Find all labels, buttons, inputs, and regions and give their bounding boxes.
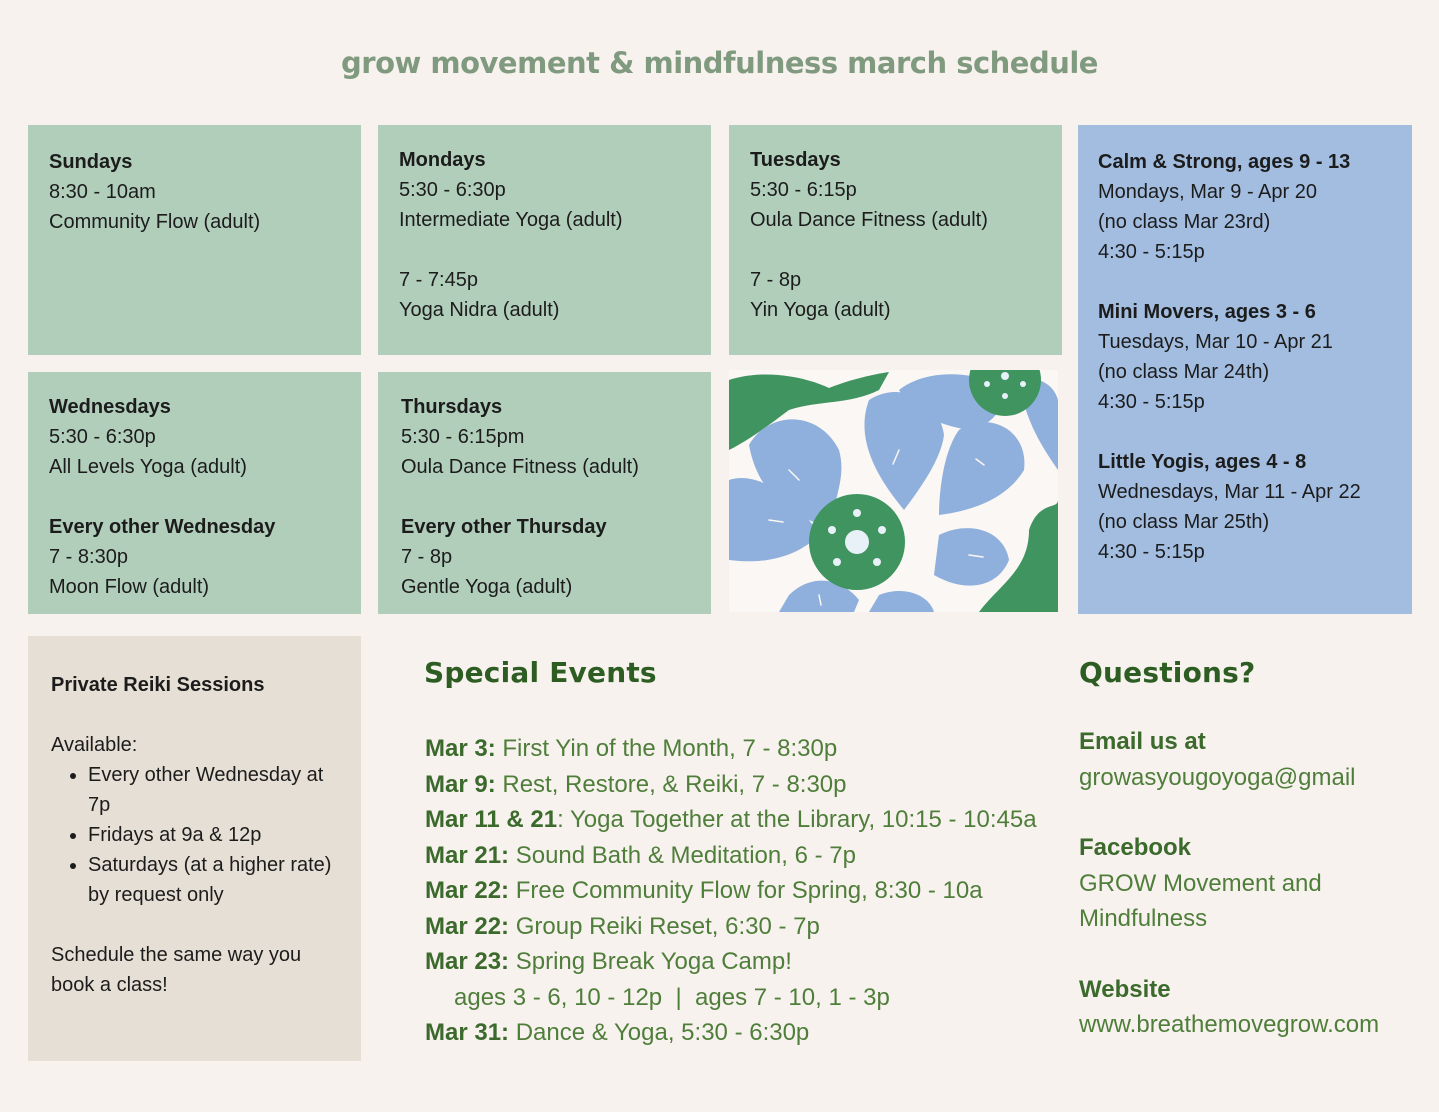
kids-class-name: Mini Movers, ages 3 - 6	[1098, 301, 1316, 323]
kids-class-note: (no class Mar 23rd)	[1098, 211, 1271, 233]
kids-class-time: 4:30 - 5:15p	[1098, 541, 1205, 563]
kids-classes-card	[1078, 125, 1412, 614]
kids-class-dates: Mondays, Mar 9 - Apr 20	[1098, 181, 1317, 203]
wednesdays-class-2: Moon Flow (adult)	[49, 576, 210, 598]
event-item	[425, 838, 1065, 874]
thursdays-class-2: Gentle Yoga (adult)	[401, 576, 573, 598]
event-text: Sound Bath & Meditation, 6 - 7p	[509, 841, 856, 869]
mondays-time-1: 5:30 - 6:30p	[399, 179, 506, 201]
event-text: Free Community Flow for Spring, 8:30 - 10a	[509, 877, 983, 904]
tuesdays-time-1: 5:30 - 6:15p	[750, 179, 857, 201]
facebook-name-line-2[interactable]: Mindfulness	[1079, 905, 1208, 932]
event-item	[425, 909, 1065, 945]
event-date: Mar 22:	[425, 877, 510, 904]
event-item	[425, 1015, 1065, 1051]
event-date: Mar 23:	[425, 948, 510, 975]
thursdays-card	[378, 372, 711, 614]
tuesdays-class-1: Oula Dance Fitness (adult)	[750, 209, 988, 231]
event-item	[425, 802, 1065, 838]
mondays-class-1: Intermediate Yoga (adult)	[399, 209, 623, 231]
kids-class-dates: Wednesdays, Mar 11 - Apr 22	[1098, 481, 1361, 503]
event-date: Mar 22:	[425, 912, 510, 940]
event-text: Spring Break Yoga Camp!	[509, 948, 792, 975]
mondays-time-2: 7 - 7:45p	[399, 269, 478, 291]
thursdays-day: Thursdays	[401, 396, 503, 418]
thursdays-time-2: 7 - 8p	[401, 546, 453, 568]
event-item	[425, 944, 1065, 980]
event-date: Mar 21:	[425, 841, 510, 869]
event-text: Group Reiki Reset, 6:30 - 7p	[509, 912, 820, 940]
wednesdays-time-1: 5:30 - 6:30p	[49, 426, 156, 448]
questions-heading: Questions?	[1079, 656, 1256, 689]
tuesdays-day: Tuesdays	[750, 149, 841, 171]
kids-class-dates: Tuesdays, Mar 10 - Apr 21	[1098, 331, 1333, 353]
wednesdays-day-2: Every other Wednesday	[49, 516, 276, 538]
camp-detail: ages 3 - 6, 10 - 12p | ages 7 - 10, 1 - 3p	[454, 983, 890, 1011]
event-date: Mar 9:	[425, 770, 496, 798]
kids-class-name: Calm & Strong, ages 9 - 13	[1098, 151, 1351, 173]
thursdays-day-2: Every other Thursday	[401, 516, 607, 538]
event-text: Dance & Yoga, 5:30 - 6:30p	[509, 1019, 810, 1046]
wednesdays-time-2: 7 - 8:30p	[49, 546, 128, 568]
questions-contact	[1079, 724, 1419, 1043]
kids-class-name: Little Yogis, ages 4 - 8	[1098, 451, 1307, 473]
event-item	[425, 767, 1065, 803]
email-address[interactable]: growasyougoyoga@gmail	[1079, 763, 1356, 791]
kids-class-time: 4:30 - 5:15p	[1098, 241, 1205, 263]
flower-svg	[729, 370, 1058, 612]
special-events-list	[425, 731, 1065, 1051]
wednesdays-class-1: All Levels Yoga (adult)	[49, 456, 247, 478]
facebook-name-line-1[interactable]: GROW Movement and	[1079, 869, 1322, 897]
sundays-class: Community Flow (adult)	[49, 211, 261, 233]
special-events-heading: Special Events	[424, 656, 657, 689]
reiki-availability-item: • Saturdays (at a higher rate) by request only	[88, 850, 341, 910]
facebook-label: Facebook	[1079, 834, 1192, 861]
event-text: First Yin of the Month, 7 - 8:30p	[495, 735, 838, 762]
flower-illustration	[729, 370, 1058, 612]
mondays-card	[378, 125, 711, 355]
email-label: Email us at	[1079, 728, 1206, 755]
event-text: Rest, Restore, & Reiki, 7 - 8:30p	[495, 770, 847, 798]
event-date: Mar 11 & 21	[425, 806, 558, 833]
kids-class-note: (no class Mar 24th)	[1098, 361, 1270, 383]
sundays-time: 8:30 - 10am	[49, 181, 156, 203]
mondays-class-2: Yoga Nidra (adult)	[399, 299, 560, 321]
website-label: Website	[1079, 975, 1171, 1003]
tuesdays-card	[729, 125, 1062, 355]
event-text: : Yoga Together at the Library, 10:15 - 10:45a	[557, 806, 1037, 833]
tuesdays-class-2: Yin Yoga (adult)	[750, 299, 891, 321]
event-item	[425, 873, 1065, 909]
reiki-card	[28, 636, 361, 1061]
thursdays-time-1: 5:30 - 6:15pm	[401, 426, 525, 448]
event-date: Mar 31:	[425, 1019, 510, 1046]
sundays-day: Sundays	[49, 151, 133, 173]
reiki-availability-item: • Fridays at 9a & 12p	[88, 820, 341, 850]
tuesdays-time-2: 7 - 8p	[750, 269, 802, 291]
thursdays-class-1: Oula Dance Fitness (adult)	[401, 456, 639, 478]
reiki-title: Private Reiki Sessions	[51, 674, 265, 696]
event-date: Mar 3:	[425, 735, 496, 762]
wednesdays-card	[28, 372, 361, 614]
page-title: grow movement & mindfulness march schedule	[341, 46, 1098, 80]
website-link[interactable]: www.breathemovegrow.com	[1079, 1011, 1380, 1038]
mondays-day: Mondays	[399, 149, 486, 171]
reiki-available-label: Available:	[51, 734, 138, 756]
reiki-footer: Schedule the same way you book a class!	[51, 944, 302, 996]
wednesdays-day: Wednesdays	[49, 396, 171, 418]
event-item	[425, 731, 1065, 767]
reiki-availability-item: • Every other Wednesday at 7p	[88, 760, 341, 820]
kids-class-note: (no class Mar 25th)	[1098, 511, 1270, 533]
sundays-card	[28, 125, 361, 355]
reiki-availability-list	[51, 760, 341, 910]
kids-class-time: 4:30 - 5:15p	[1098, 391, 1205, 413]
